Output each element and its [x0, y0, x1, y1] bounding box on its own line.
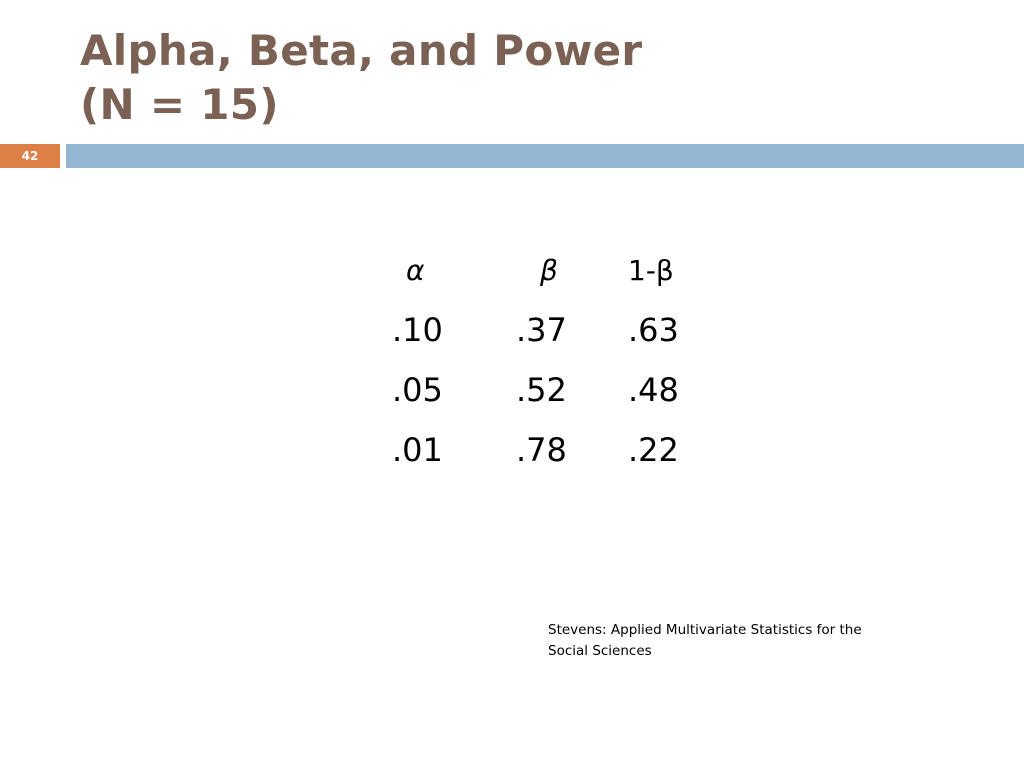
source-citation: Stevens: Applied Multivariate Statistics for the Social Sciences [548, 622, 862, 659]
cell-beta: .78 [516, 431, 567, 469]
header-beta: β [540, 253, 558, 287]
cell-beta: .52 [516, 371, 567, 409]
alpha-beta-power-table [392, 240, 698, 480]
header-power: 1-β [628, 253, 674, 287]
slide-title [80, 24, 642, 132]
accent-bar [66, 144, 1024, 168]
table-row [392, 360, 698, 420]
cell-alpha: .01 [392, 431, 443, 469]
header-alpha: α [406, 253, 425, 287]
table-header-row [392, 240, 698, 300]
cell-power: .22 [628, 431, 679, 469]
cell-alpha: .10 [392, 311, 443, 349]
cell-power: .48 [628, 371, 679, 409]
slide-number: 42 [0, 144, 60, 168]
table-row [392, 300, 698, 360]
cell-beta: .37 [516, 311, 567, 349]
cell-power: .63 [628, 311, 679, 349]
cell-alpha: .05 [392, 371, 443, 409]
slide-title-line-2: (N = 15) [80, 80, 279, 129]
slide-title-line-1: Alpha, Beta, and Power [80, 26, 643, 75]
table-row [392, 420, 698, 480]
